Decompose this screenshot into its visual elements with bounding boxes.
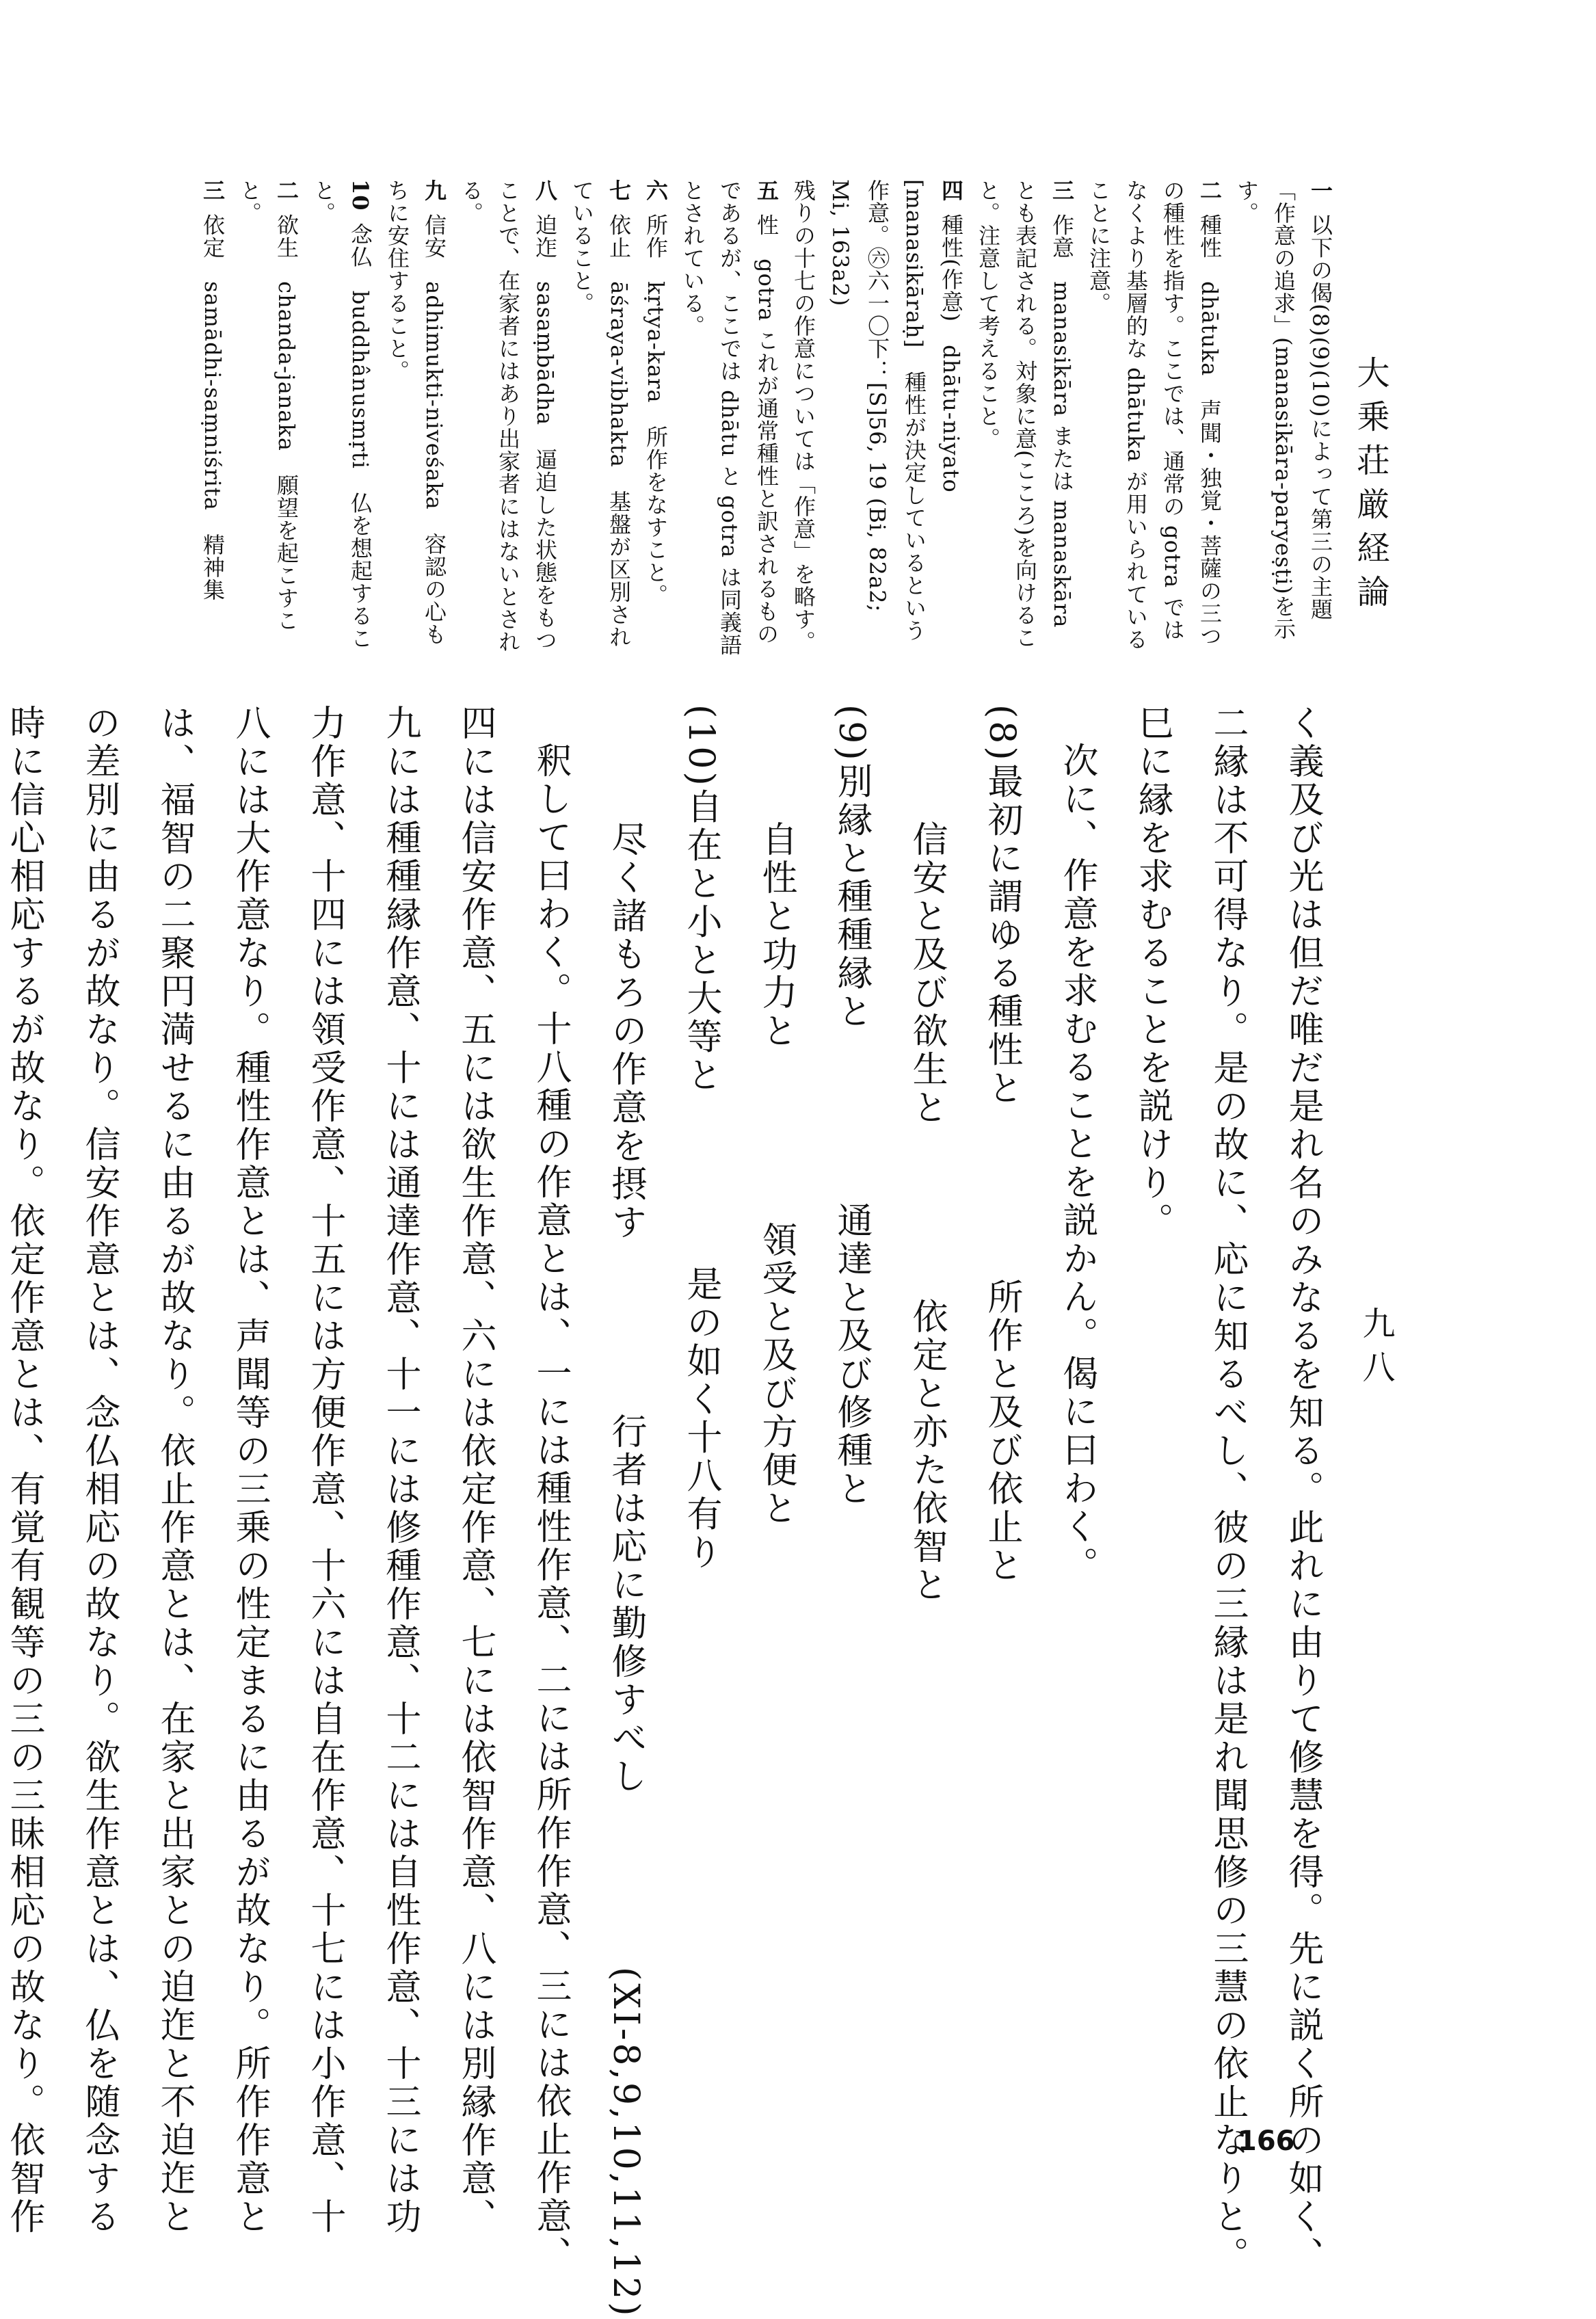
footnote-mark: 四	[938, 179, 964, 202]
verse-half: 行者は応に勤修すべし	[605, 1413, 646, 1796]
verse-number: (10)	[680, 704, 721, 789]
footnote-text: 所作 kṛtya-kara 所作をなすこと。	[643, 213, 669, 607]
footnote-text: 依止 āśraya-vibhakta 基盤が区別されていること。	[569, 179, 632, 648]
footnote-text: 以下の偈(8)(9)(10)によって第三の主題「作意の追求」(manasikāra-paryeṣṭi)を示す。	[1234, 179, 1333, 640]
verse-line	[739, 704, 814, 2004]
verse-line	[663, 704, 739, 2004]
footnote	[785, 179, 822, 658]
verse-reference: (XI-8,9,10,11,12)	[605, 1967, 646, 2319]
footnote	[1228, 179, 1339, 658]
verse-half: 別縁と種種縁と	[831, 763, 872, 1031]
footnote	[970, 179, 1080, 658]
footnote	[379, 179, 453, 658]
footnote-mark: 二	[1197, 179, 1223, 202]
verse-half: 最初に謂ゆる種性と	[981, 763, 1022, 1108]
page-number: 166	[1238, 2125, 1295, 2157]
footnote-text: 種性 dhātuka 声聞・独覚・菩薩の三つの種性を指す。ここでは、通常の gotra ではなくより基層的な dhātuka が用いられていることに注意。	[1086, 179, 1223, 651]
footnote	[194, 179, 231, 658]
verse-line	[588, 704, 663, 2319]
text-line: 四には信安作意、五には欲生作意、六には依定作意、七には依智作意、八には別縁作意、	[455, 704, 496, 2236]
footnote-mark: 10	[347, 179, 373, 211]
footnote	[674, 179, 785, 658]
footnote	[305, 179, 379, 658]
footnote-mark: 七	[606, 179, 632, 202]
footnote-text: 作意 manasikāra または manaskāra とも表記される。対象に意(こころ)を向けること。注意して考えること。	[975, 179, 1075, 649]
footnote	[563, 179, 637, 658]
text-line: の差別に由るが故なり。信安作意とは、念仏相応の故なり。欲生作意とは、仏を随念する	[79, 704, 120, 2236]
text-line: は、福智の二聚円満せるに由るが故なり。依止作意とは、在家と出家との迫迮と不迫迮と	[154, 704, 195, 2236]
text-line: く義及び光は但だ唯だ是れ名のみなるを知る。此れに由りて修慧を得。先に説く所の如く、	[1282, 704, 1323, 2275]
footnote	[637, 179, 674, 658]
footnotes	[149, 179, 1339, 658]
footnote-text: 欲生 chanda-janaka 願望を起こすこと。	[237, 179, 300, 632]
footnote-mark: 二	[274, 179, 300, 202]
footnote-mark: 三	[1049, 179, 1075, 202]
footnote	[231, 179, 305, 658]
verse-half: 自性と功力と	[756, 821, 797, 1050]
verse-half: 通達と及び修種と	[831, 1202, 872, 1509]
verse-half: 信安と及び欲生と	[906, 821, 947, 1127]
footnote-text: 依定 samādhi-saṃniśrita 精神集	[200, 213, 226, 601]
verse-line	[964, 704, 1039, 2004]
footnote-text: 念仏 buddhânusmṛti 仏を想起すること。	[310, 179, 373, 650]
footnote	[822, 179, 970, 658]
footnote-mark: 六	[643, 179, 669, 202]
footnote-mark: 九	[421, 179, 447, 202]
verse-half: 依定と亦た依智と	[906, 1298, 947, 1604]
verse-half: 領受と及び方便と	[756, 1221, 797, 1528]
verse-half: 是の如く十八有り	[680, 1265, 721, 1572]
footnote-mark: 八	[532, 179, 558, 202]
footnote-text: 性 gotra これが通常種性と訳されるものであるが、ここでは dhātu と gotra は同義語とされている。	[680, 179, 780, 657]
footnote	[1080, 179, 1228, 658]
text-line: 時に信心相応するが故なり。依定作意とは、有覚有観等の三の三昧相応の故なり。依智作	[3, 704, 44, 2236]
text-line: 力作意、十四には領受作意、十五には方便作意、十六には自在作意、十七には小作意、十	[304, 704, 345, 2236]
verse-half: 所作と及び依止と	[981, 1278, 1022, 1585]
footnote-text: 信安 adhimukti-niveśaka 容認の心もちに安住すること。	[384, 179, 447, 646]
verse-line	[889, 704, 964, 2004]
verse-number: (8)	[981, 704, 1022, 763]
footnote-text: 残りの十七の作意については「作意」を略す。	[790, 179, 816, 653]
verse-line	[814, 704, 889, 2004]
verse-half: 尽く諸もろの作意を摂す	[605, 821, 646, 1242]
text-line: 二縁は不可得なり。是の故に、応に知るべし、彼の三縁は是れ聞思修の三慧の依止なりと。	[1207, 704, 1248, 2275]
text-line: 巳に縁を求むることを説けり。	[1132, 704, 1173, 1241]
footnote	[453, 179, 563, 658]
verse-half: 自在と小と大等と	[680, 788, 721, 1095]
verse-number: (9)	[831, 704, 872, 763]
page-number-kanji: 九八	[1357, 1306, 1395, 1394]
running-title: 大乗荘厳経論	[1351, 356, 1389, 618]
footnote-text: 種性(作意) dhātu-niyato [manasikāraḥ] 種性が決定しているという作意。㊅六一〇下：[S]56, 19 (Bi, 82a2; Mi, 163a2)	[827, 179, 964, 642]
text-line: 釈して曰わく。十八種の作意とは、一には種性作意、二には所作作意、三には依止作意、	[530, 742, 571, 2274]
footnote-mark: 五	[754, 179, 780, 202]
footnote-mark: 一	[1307, 179, 1333, 202]
footnote-text: 迫迮 sasaṃbādha 逼迫した状態をもつことで、在家者にはあり出家者にはないとされる。	[458, 179, 558, 653]
text-line: 八には大作意なり。種性作意とは、声聞等の三乗の性定まるに由るが故なり。所作作意と	[229, 704, 270, 2236]
text-line: 次に、作意を求むることを説かん。偈に曰わく。	[1056, 742, 1098, 1585]
footnote-mark: 三	[200, 179, 226, 202]
text-line: 九には種種縁作意、十には通達作意、十一には修種作意、十二には自性作意、十三には功	[380, 704, 421, 2236]
